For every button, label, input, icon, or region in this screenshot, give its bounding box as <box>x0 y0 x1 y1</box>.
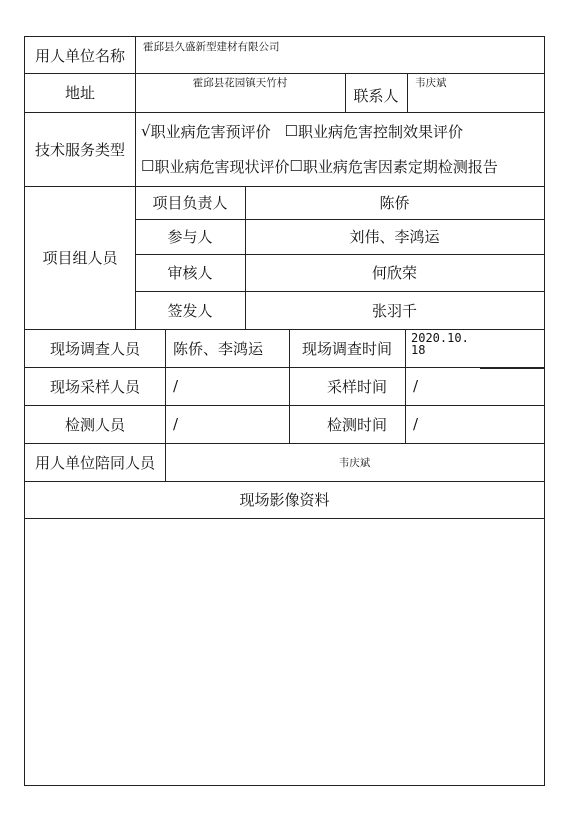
sampling-staff-label: 现场采样人员 <box>49 377 140 396</box>
service-option-pre-evaluation: 职业病危害预评价 <box>150 122 271 141</box>
team-member: 张羽千 <box>371 301 417 320</box>
images-area <box>25 519 544 785</box>
accompany-value: 韦庆斌 <box>338 456 371 469</box>
team-role: 审核人 <box>167 264 213 282</box>
accompany-label: 用人单位陪同人员 <box>34 453 155 472</box>
contact-value: 韦庆斌 <box>415 77 447 89</box>
survey-staff-value: 陈侨、李鸿运 <box>173 339 264 358</box>
onsite-record-form <box>24 36 545 786</box>
team-role: 项目负责人 <box>152 194 228 212</box>
testing-staff-label: 检测人员 <box>64 415 125 434</box>
service-option-periodic-testing: 职业病危害因素定期检测报告 <box>302 157 498 176</box>
testing-time-label: 检测时间 <box>326 415 387 434</box>
sampling-staff-value: / <box>173 377 179 395</box>
employer-name-label: 用人单位名称 <box>34 46 125 65</box>
team-member: 陈侨 <box>379 194 410 212</box>
checkbox-icon: ☐ <box>141 157 155 175</box>
survey-staff-label: 现场调查人员 <box>49 339 140 358</box>
images-section-title: 现场影像资料 <box>239 491 330 509</box>
service-option-status-evaluation: 职业病危害现状评价 <box>154 157 290 176</box>
survey-time-label: 现场调查时间 <box>301 339 392 358</box>
sampling-time-label: 采样时间 <box>326 377 387 396</box>
team-role: 参与人 <box>167 228 213 246</box>
team-member: 何欣荣 <box>371 264 417 282</box>
service-option-control-effect: 职业病危害控制效果评价 <box>298 122 464 141</box>
survey-time-value <box>405 329 544 367</box>
survey-time-date: 2020.10. <box>411 331 469 345</box>
testing-time-value: / <box>413 415 419 433</box>
service-options-line-1 <box>135 116 544 146</box>
team-role: 签发人 <box>167 301 213 320</box>
survey-time-day: 18 <box>411 343 426 357</box>
check-mark-icon: √ <box>141 122 151 140</box>
address-value: 霍邱县花园镇天竹村 <box>192 77 288 89</box>
testing-staff-value: / <box>173 415 179 433</box>
employer-name-value: 霍邱县久盛新型建材有限公司 <box>143 41 280 53</box>
checkbox-icon: ☐ <box>289 157 303 175</box>
team-member: 刘伟、李鸿运 <box>349 228 440 246</box>
service-options-line-2 <box>135 151 544 181</box>
address-label: 地址 <box>64 84 95 102</box>
checkbox-icon: ☐ <box>284 122 299 140</box>
sampling-time-value: / <box>413 377 419 395</box>
service-type-label: 技术服务类型 <box>34 140 125 159</box>
team-label: 项目组人员 <box>42 249 118 267</box>
contact-label: 联系人 <box>353 87 399 105</box>
